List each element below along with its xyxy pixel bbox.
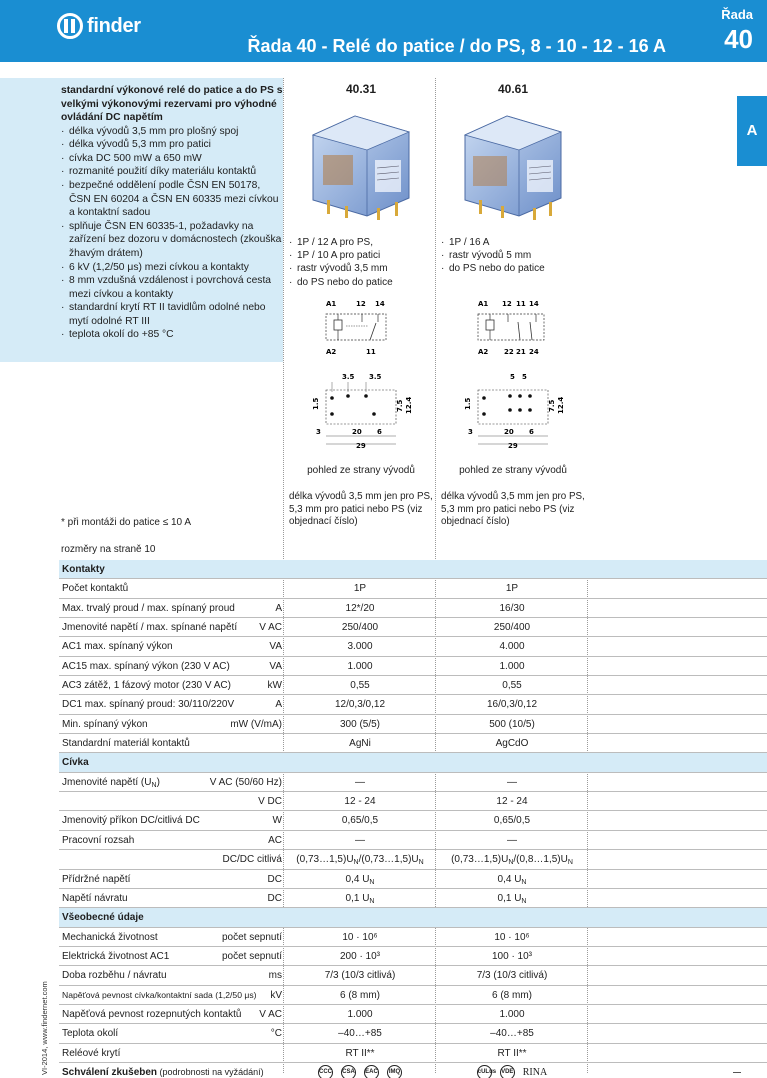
page-header [0,0,767,62]
terminal-label: 14 [375,300,385,308]
value-40-31: 250/400 [341,622,379,634]
dimension-label: 3 [316,428,321,436]
terminal-label: 11 [366,348,376,356]
approvals-label: Schválení zkušeben (podrobnosti na vyžádání) [62,1066,264,1078]
value-40-31: 0,4 $U_N$ [345,873,375,886]
value-40-61: 1.000 [499,1008,525,1020]
table-row [59,831,767,850]
approval-eac-icon: EAC [364,1065,379,1078]
table-row [59,637,767,656]
row-label: AC3 zátěž, 1 fázový motor (230 V AC) [62,680,231,692]
model-name: 40.31 [345,82,377,96]
row-unit: V AC [259,1008,282,1020]
row-unit: A [275,602,282,614]
value-40-61: 500 (10/5) [489,718,535,730]
model-features [289,236,393,289]
value-40-31: AgNi [349,738,371,750]
value-40-61: 16/30 [499,602,525,614]
value-40-61: 12 - 24 [496,796,528,808]
table-row [59,1024,767,1043]
terminal-label: 12 [356,300,366,308]
value-40-61: 0,1 $U_N$ [497,892,527,905]
feature-item: · 1P / 12 A pro PS, [289,236,393,249]
row-label: Standardní materiál kontaktů [62,738,190,750]
table-row [59,1044,767,1063]
value-40-61: — [507,834,517,846]
table-row [59,1005,767,1024]
value-40-31: 0,55 [350,680,370,692]
value-40-31: 200 · 10³ [339,950,381,962]
dimension-label: 3.5 [342,373,355,381]
table-row [59,947,767,966]
pin-length-note: délka vývodů 3,5 mm jen pro PS, 5,3 mm pro patici nebo PS (viz objednací číslo) [441,491,585,528]
relay-photo [457,110,567,227]
wiring-diagram [474,298,554,363]
value-40-61: 4.000 [499,641,525,653]
row-unit: °C [270,1028,282,1040]
footer-text: VI-2014, www.findernet.com [40,981,49,1075]
value-40-31: RT II** [345,1047,375,1059]
approval-marks [437,1065,587,1078]
row-unit: počet sepnutí [221,931,282,943]
table-row [59,715,767,734]
feature-item: · do PS nebo do patice [289,276,393,289]
value-40-61: RT II** [497,1047,527,1059]
row-label: AC15 max. spínaný výkon (230 V AC) [62,660,230,672]
dimension-label: 3.5 [369,373,382,381]
intro-title: standardní výkonové relé do patice a do PS s velkými výkonovými rezervami pro výhodné ovládání DC napětím [61,85,283,124]
row-label: Doba rozběhu / návratu [62,970,167,982]
row-unit: A [275,699,282,711]
row-unit: VA [269,641,282,653]
section-tab[interactable]: A [737,96,767,166]
table-row [59,986,767,1005]
row-label: Mechanická životnost [62,931,158,943]
value-40-31: 10 · 10⁶ [342,931,378,943]
feature-item: · teplota okolí do +85 °C [61,328,283,342]
value-40-61: AgCdO [495,738,529,750]
dimension-label: 12.4 [557,396,565,414]
feature-item: · 6 kV (1,2/50 μs) mezi cívkou a kontakty [61,261,283,275]
value-40-31: 12*/20 [345,602,375,614]
value-40-31: –40…+85 [338,1028,382,1040]
approval-ccc-icon: CCC [318,1065,333,1078]
value-40-31: 3.000 [347,641,373,653]
pin-layout-drawing [462,368,572,455]
value-40-61: 7/3 (10/3 citlivá) [476,970,548,982]
approval-vde-icon: VDE [500,1065,515,1078]
dimension-label: 20 [504,428,514,436]
value-40-31: 6 (8 mm) [340,989,380,1001]
table-row [59,657,767,676]
feature-item: · 8 mm vzdušná vzdálenost i povrchová cesta mezi cívkou a kontakty [61,274,283,301]
value-40-31: $(0,73\dots 1,5)U_N/(0,73\dots 1,5)U_N$ [296,854,424,867]
table-row [59,676,767,695]
row-unit: V DC [258,796,282,808]
model-name: 40.61 [497,82,529,96]
value-40-61: 0,4 $U_N$ [497,873,527,886]
drawing-caption: pohled ze strany vývodů [307,465,415,476]
terminal-label: 14 [529,300,539,308]
dimension-label: 6 [377,428,382,436]
section-title: Kontakty [62,564,105,575]
dimension-label: 5 [510,373,515,381]
table-row [59,734,767,753]
value-40-61: 0,55 [502,680,522,692]
feature-item: · rastr vývodů 5 mm [441,249,545,262]
row-label: Počet kontaktů [62,583,129,595]
terminal-label: 11 [516,300,526,308]
drawing-caption: pohled ze strany vývodů [459,465,567,476]
row-label: Jmenovitý příkon DC/citlivá DC [62,815,200,827]
corner-mark [733,1072,741,1073]
model-features [441,236,545,276]
row-unit: ms [268,970,282,982]
dimension-label: 1.5 [464,397,472,410]
feature-item: · rastr vývodů 3,5 mm [289,262,393,275]
pin-layout-drawing [310,368,420,455]
approvals-row [59,1063,767,1078]
feature-item: · do PS nebo do patice [441,262,545,275]
spec-table [59,560,767,1078]
row-unit: V AC (50/60 Hz) [209,776,282,788]
row-unit: počet sepnutí [221,950,282,962]
dimension-label: 7.5 [396,399,404,412]
dimension-label: 29 [356,442,366,450]
row-unit: DC/DC citlivá [222,854,282,866]
feature-item: · délka vývodů 3,5 mm pro plošný spoj [61,125,283,139]
row-unit: V AC [259,622,282,634]
value-40-61: 6 (8 mm) [492,989,532,1001]
row-label: Napěťová pevnost cívka/kontaktní sada (1,2/50 μs) [62,989,257,1000]
value-40-61: 1P [505,583,519,595]
terminal-label: 22 [504,348,514,356]
dimension-label: 7.5 [548,399,556,412]
dimension-label: 12.4 [405,396,413,414]
dimension-label: 6 [529,428,534,436]
table-row [59,599,767,618]
value-40-31: 12 - 24 [344,796,376,808]
row-unit: DC [267,892,282,904]
table-section-header [59,753,767,772]
value-40-61: $(0,73\dots 1,5)U_N/(0,8\dots 1,5)U_N$ [451,854,573,867]
dimension-label: 29 [508,442,518,450]
dimension-label: 3 [468,428,473,436]
row-unit: kV [270,989,282,1001]
feature-item: · délka vývodů 5,3 mm pro patici [61,138,283,152]
terminal-label: A2 [326,348,337,356]
series-number: 40 [724,24,753,54]
pin-length-note: délka vývodů 3,5 mm jen pro PS, 5,3 mm pro patici nebo PS (viz objednací číslo) [289,491,433,528]
brand-name: finder [87,14,141,37]
row-unit: mW (V/mA) [230,718,282,730]
feature-item: · standardní krytí RT II tavidlům odolné nebo mytí odolné RT III [61,301,283,328]
feature-item: · 1P / 16 A [441,236,545,249]
row-label: Pracovní rozsah [62,834,135,846]
row-label: Přídržné napětí [62,873,131,885]
feature-list [61,125,283,342]
footnote: * při montáži do patice ≤ 10 A [61,517,192,528]
dimensions-note: rozměry na straně 10 [61,544,156,555]
value-40-61: 100 · 10³ [491,950,533,962]
row-unit: DC [267,873,282,885]
terminal-label: 21 [516,348,526,356]
table-row [59,811,767,830]
feature-item: · splňuje ČSN EN 60335-1, požadavky na zařízení bez dozoru v domácnostech (zkouška žhavým drátem) [61,220,283,261]
feature-item: · rozmanité použití díky materiálu kontaktů [61,165,283,179]
row-label: Max. trvalý proud / max. spínaný proud [62,602,235,614]
table-row [59,618,767,637]
approval-rina-icon: RINA [522,1066,548,1078]
table-row [59,579,767,598]
row-label: DC1 max. spínaný proud: 30/110/220V [62,699,235,711]
table-row [59,792,767,811]
value-40-61: 0,65/0,5 [493,815,531,827]
row-label: Elektrická životnost AC1 [62,950,170,962]
table-row [59,850,767,869]
value-40-61: 10 · 10⁶ [494,931,530,943]
terminal-label: 12 [502,300,512,308]
table-section-header [59,908,767,927]
approval-culus-icon: cULus [477,1065,492,1078]
section-title: Cívka [62,757,89,769]
row-unit: VA [269,660,282,672]
value-40-31: 12/0,3/0,12 [334,699,386,711]
terminal-label: A1 [478,300,489,308]
table-row [59,695,767,714]
row-unit: AC [268,834,282,846]
table-row [59,870,767,889]
table-row [59,966,767,985]
wiring-diagram [322,298,392,363]
table-section-header [59,560,767,579]
feature-item: · bezpečné oddělení podle ČSN EN 50178, ČSN EN 60204 a ČSN EN 60335 mezi cívkou a kontaktní sadou [61,179,283,220]
value-40-31: 7/3 (10/3 citlivá) [324,970,396,982]
value-40-31: 1.000 [347,1008,373,1020]
value-40-31: — [355,834,365,846]
table-row [59,928,767,947]
feature-item: · 1P / 10 A pro patici [289,249,393,262]
terminal-label: A2 [478,348,489,356]
approval-marks [285,1065,435,1078]
value-40-61: 1.000 [499,660,525,672]
row-label: Min. spínaný výkon [62,718,148,730]
value-40-31: 0,1 $U_N$ [345,892,375,905]
value-40-61: 16/0,3/0,12 [486,699,538,711]
value-40-31: 1.000 [347,660,373,672]
dimension-label: 5 [522,373,527,381]
value-40-31: 1P [353,583,367,595]
terminal-label: 24 [529,348,539,356]
value-40-61: –40…+85 [490,1028,534,1040]
value-40-31: 300 (5/5) [339,718,381,730]
feature-item: · cívka DC 500 mW a 650 mW [61,152,283,166]
row-unit: kW [267,680,282,692]
approval-imq-icon: IMQ [387,1065,402,1078]
value-40-31: 0,65/0,5 [341,815,379,827]
approval-csa-icon: CSA [341,1065,356,1078]
intro-panel [0,78,283,362]
row-unit: W [272,815,282,827]
row-label: Teplota okolí [62,1028,119,1040]
value-40-31: — [355,776,365,788]
row-label: AC1 max. spínaný výkon [62,641,173,653]
series-label: Řada [721,7,753,22]
table-row [59,773,767,792]
table-row [59,889,767,908]
row-label: Reléové krytí [62,1047,121,1059]
dimension-label: 20 [352,428,362,436]
value-40-61: 250/400 [493,622,531,634]
row-label: Jmenovité napětí / max. spínané napětí [62,622,238,634]
row-label: Jmenovité napětí $(U_N)$ [62,776,160,789]
relay-photo [305,110,415,227]
terminal-label: A1 [326,300,337,308]
dimension-label: 1.5 [312,397,320,410]
value-40-61: — [507,776,517,788]
section-title: Všeobecné údaje [62,912,144,924]
row-label: Napěťová pevnost rozepnutých kontaktů [62,1008,242,1020]
page-title: Řada 40 - Relé do patice / do PS, 8 - 10 - 12 - 16 A [247,36,666,56]
row-label: Napětí návratu [62,892,128,904]
